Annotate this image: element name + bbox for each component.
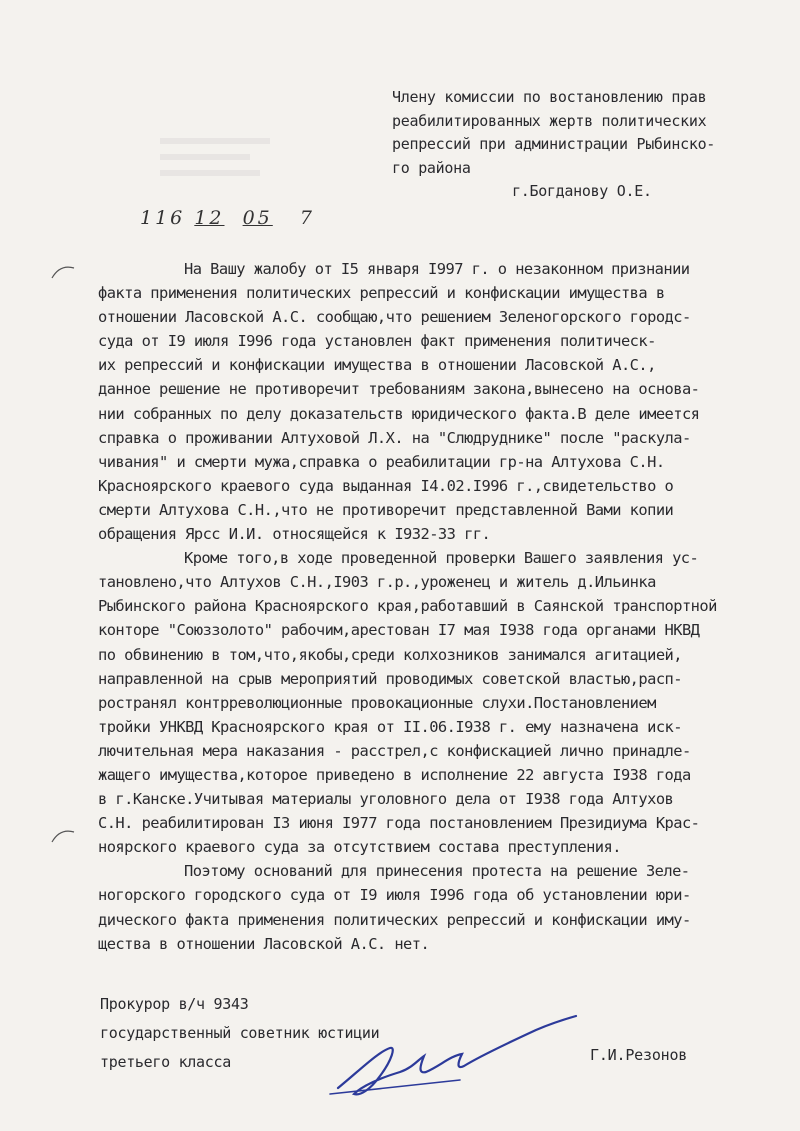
recipient-name: г.Богданову О.Е. xyxy=(512,182,652,200)
body-text-line: тановлено,что Алтухов С.Н.,I903 г.р.,уроженец и житель д.Ильинка xyxy=(98,573,656,592)
body-text-line: щества в отношении Ласовской А.С. нет. xyxy=(98,934,430,953)
faded-stamp xyxy=(150,128,300,198)
body-text-line: направленной на срыв мероприятий проводимых советской властью,расп- xyxy=(98,669,682,688)
signatory-line: государственный советник юстиции xyxy=(100,1024,380,1042)
reg-part: 05 xyxy=(242,207,273,229)
addressee-line: репрессий при администрации Рыбинско- xyxy=(392,135,716,153)
body-text-line: дического факта применения политических репрессий и конфискации иму- xyxy=(98,910,691,929)
body-text-line: Поэтому оснований для принесения протеста на решение Зеле- xyxy=(184,862,690,881)
addressee-line: го района xyxy=(392,158,471,177)
body-text-line: нии собранных по делу доказательств юридического факта.В деле имеется xyxy=(98,404,700,423)
punch-hole-mark-bottom xyxy=(50,824,78,846)
body-text-line: Рыбинского района Красноярского края,работавший в Саянской транспортной xyxy=(98,597,717,616)
body-text-line: Красноярского краевого суда выданная I4.02.I996 г.,свидетельство о xyxy=(98,476,674,495)
body-text-line: факта применения политических репрессий и конфискации имущества в xyxy=(98,284,665,303)
body-text-line: по обвинению в том,что,якобы,среди колхозников занимался агитацией, xyxy=(98,645,682,664)
body-text-line: ноярского краевого суда за отсутствием состава преступления. xyxy=(98,838,621,857)
body-text-line: данное решение не противоречит требованиям закона,вынесено на основа- xyxy=(98,380,700,399)
signatory-line: Прокурор в/ч 9343 xyxy=(100,995,249,1013)
body-text-line: лючительная мера наказания - расстрел,с конфискацией лично принадле- xyxy=(98,741,691,760)
signatory-name: Г.И.Резонов xyxy=(590,1046,688,1064)
body-text-line: Кроме того,в ходе проведенной проверки Вашего заявления ус- xyxy=(184,549,699,568)
body-text-line: ногорского городского суда от I9 июля I996 года об установлении юри- xyxy=(98,886,691,905)
body-text-line: в г.Канске.Учитывая материалы уголовного дела от I938 года Алтухов xyxy=(98,790,674,809)
body-text-line: С.Н. реабилитирован I3 июня I977 года постановлением Президиума Крас- xyxy=(98,814,700,833)
registration-number xyxy=(140,207,315,229)
punch-hole-mark-top xyxy=(50,260,78,282)
body-text-line: смерти Алтухова С.Н.,что не противоречит представленной Вами копии xyxy=(98,500,674,519)
addressee-line: Члену комиссии по востановлению прав xyxy=(392,88,707,106)
body-text-line: суда от I9 июля I996 года установлен факт применения политическ- xyxy=(98,332,656,351)
signatory-line: третьего класса xyxy=(100,1053,231,1071)
reg-part: 12 xyxy=(194,207,225,229)
body-text-line: тройки УНКВД Красноярского края от II.06.I938 г. ему назначена иск- xyxy=(98,717,682,736)
body-text-line: отношении Ласовской А.С. сообщаю,что решением Зеленогорского городс- xyxy=(98,308,691,327)
body-text-line: их репрессий и конфискации имущества в отношении Ласовской А.С., xyxy=(98,356,656,375)
body-text-line: чивания" и смерти мужа,справка о реабилитации гр-на Алтухова С.Н. xyxy=(98,452,665,471)
letter-body xyxy=(98,257,788,956)
addressee-line: реабилитированных жертв политических xyxy=(392,111,707,130)
body-text-line: обращения Ярсс И.И. относящейся к I932-33 гг. xyxy=(98,525,491,544)
handwritten-signature xyxy=(300,1000,600,1110)
reg-part: 116 xyxy=(140,207,186,229)
addressee-block xyxy=(392,86,772,204)
body-text-line: жащего имущества,которое приведено в исполнение 22 августа I938 года xyxy=(98,765,691,784)
reg-part: 7 xyxy=(299,207,315,229)
body-text-line: ространял контрреволюционные провокационные слухи.Постановлением xyxy=(98,693,656,712)
body-text-line: справка о проживании Алтуховой Л.Х. на "Слюдруднике" после "раскула- xyxy=(98,428,691,447)
body-text-line: На Вашу жалобу от I5 января I997 г. о незаконном признании xyxy=(184,260,690,278)
body-text-line: конторе "Союззолото" рабочим,арестован I7 мая I938 года органами НКВД xyxy=(98,621,700,640)
